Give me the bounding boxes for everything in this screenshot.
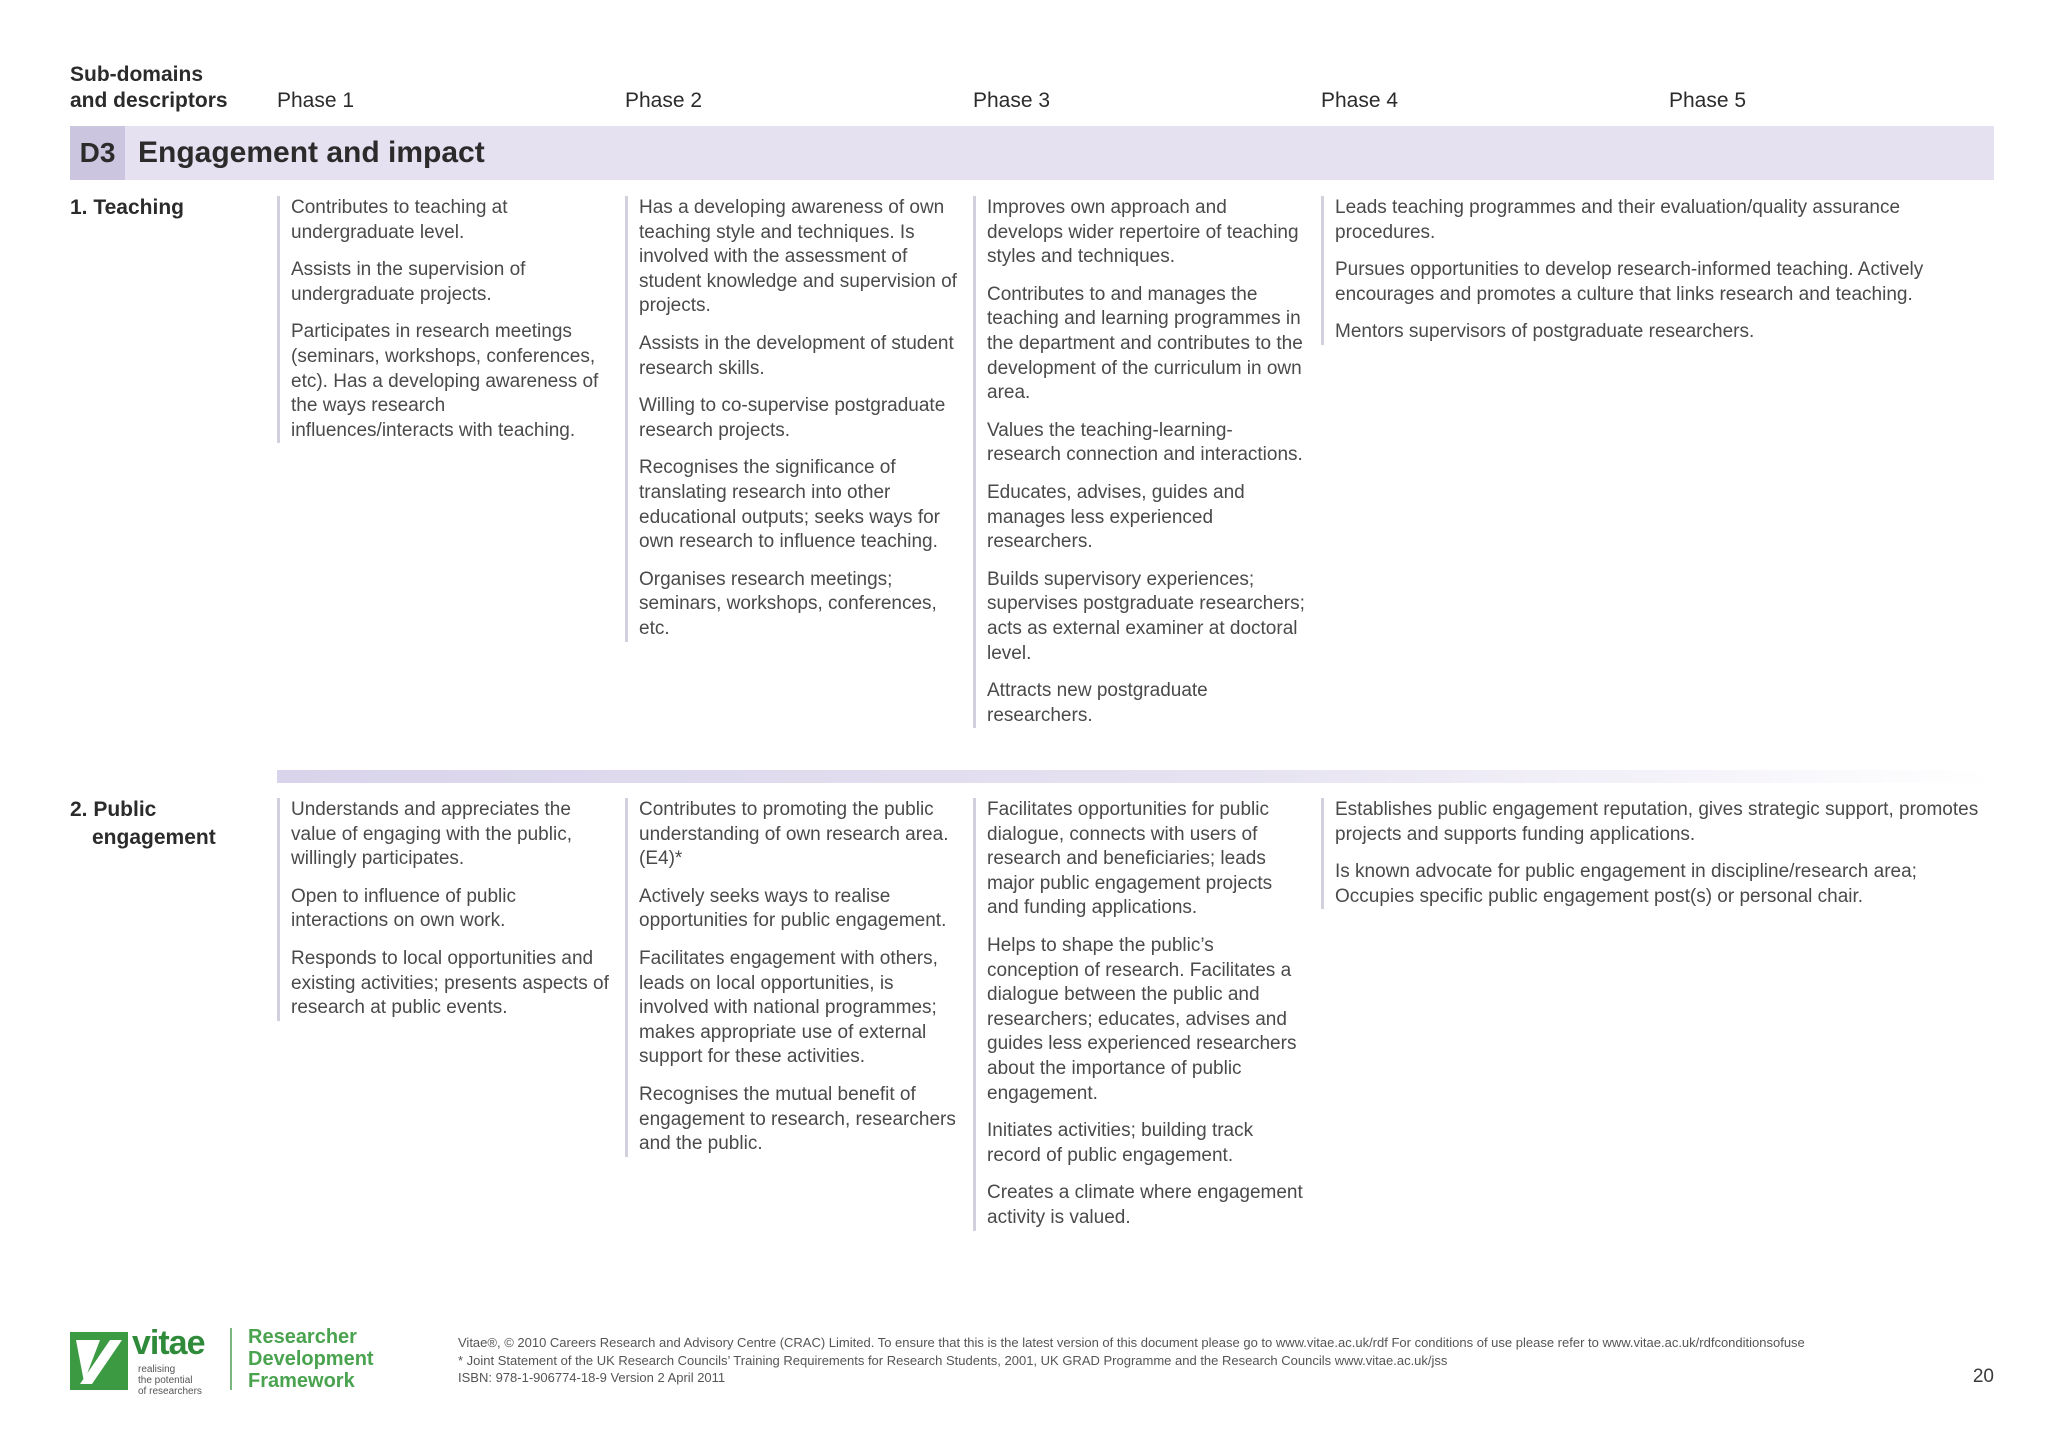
descriptor-text: Recognises the significance of translating research into other educational outputs; seeks ways for own research to influence teaching. [639, 457, 941, 553]
teaching-phase-4-5-cell [1321, 196, 1985, 345]
descriptor-text: Contributes to promoting the public understanding of own research area. (E4)* [639, 799, 949, 870]
legal-line: Vitae®, © 2010 Careers Research and Advisory Centre (CRAC) Limited. To ensure that this is the latest version of this document please go to www.vitae.ac.uk/rdf For conditions of use please refer to www.vitae.ac.uk/rdfconditionsofuse [458, 1335, 1805, 1350]
row-divider [277, 770, 1994, 783]
page-number: 20 [1972, 1366, 1994, 1387]
logo-separator [230, 1328, 232, 1390]
descriptor-text: Attracts new postgraduate researchers. [987, 680, 1208, 726]
descriptor-text: Understands and appreciates the value of engaging with the public, willingly participates. [291, 799, 572, 870]
descriptor-text: Leads teaching programmes and their evaluation/quality assurance procedures. [1335, 197, 1901, 243]
subdomains-header-line1: Sub-domains [70, 63, 204, 86]
descriptor-text: Facilitates opportunities for public dialogue, connects with users of research and beneficiaries; leads major public engagement projects and funding applications. [987, 799, 1273, 919]
descriptor-text: Participates in research meetings (seminars, workshops, conferences, etc). Has a developing awareness of the ways research influences/interacts with teaching. [291, 321, 599, 441]
public-phase-1-cell [277, 798, 609, 1021]
phase-3-header: Phase 3 [973, 89, 1051, 112]
subdomains-header-line2: and descriptors [70, 89, 228, 112]
descriptor-text: Facilitates engagement with others, leads on local opportunities, is involved with national programmes; makes appropriate use of external support for these activities. [639, 947, 938, 1068]
descriptor-text: Helps to shape the public’s conception of research. Facilitates a dialogue between the public and researchers; educates, advises and guides less experienced researchers about the importance of public engagement. [987, 934, 1297, 1104]
descriptor-text: Creates a climate where engagement activity is valued. [987, 1182, 1303, 1228]
legal-line: * Joint Statement of the UK Research Councils’ Training Requirements for Research Students, 2001, UK GRAD Programme and the Research Councils www.vitae.ac.uk/jss [458, 1352, 1448, 1368]
descriptor-label-line1: 2. Public [70, 798, 157, 821]
descriptor-text: Assists in the supervision of undergraduate projects. [291, 259, 526, 305]
rdf-title-line: Framework [248, 1370, 355, 1392]
rdf-title-line: Development [248, 1348, 374, 1370]
descriptor-text: Values the teaching-learning-research connection and interactions. [987, 419, 1303, 466]
domain-title: Engagement and impact [138, 136, 485, 169]
phase-4-header: Phase 4 [1321, 89, 1399, 112]
phase-1-header: Phase 1 [277, 89, 355, 112]
descriptor-text: Mentors supervisors of postgraduate researchers. [1335, 321, 1755, 343]
descriptor-teaching: 1. Teaching [70, 196, 184, 219]
teaching-phase-2-cell [625, 196, 957, 642]
descriptor-text: Actively seeks ways to realise opportunities for public engagement. [639, 885, 947, 932]
public-phase-4-5-cell [1321, 798, 1985, 909]
descriptor-text: Responds to local opportunities and existing activities; presents aspects of research at public events. [291, 947, 609, 1019]
descriptor-text: Educates, advises, guides and manages less experienced researchers. [987, 481, 1245, 553]
descriptor-text: Pursues opportunities to develop research-informed teaching. Actively encourages and promotes a culture that links research and teaching. [1335, 259, 1924, 305]
public-phase-3-cell [973, 798, 1305, 1231]
vitae-logo-wordmark: vitae [132, 1324, 205, 1362]
descriptor-text: Initiates activities; building track record of public engagement. [987, 1120, 1254, 1166]
vitae-logo-tagline [138, 1364, 218, 1397]
descriptor-text: Contributes to teaching at undergraduate level. [291, 197, 508, 243]
descriptor-text: Improves own approach and develops wider repertoire of teaching styles and techniques. [987, 197, 1299, 268]
phase-2-header: Phase 2 [625, 89, 703, 112]
column-headers [0, 62, 2048, 114]
descriptor-text: Organises research meetings; seminars, workshops, conferences, etc. [639, 568, 937, 639]
descriptor-text: Contributes to and manages the teaching and learning programmes in the department and contributes to the development of the curriculum in own area. [987, 283, 1303, 404]
subdomains-header [70, 62, 260, 114]
tagline-line: the potential [138, 1375, 193, 1386]
descriptor-text: Open to influence of public interactions on own work. [291, 885, 516, 932]
teaching-phase-1-cell [277, 196, 609, 443]
descriptor-text: Recognises the mutual benefit of engagement to research, researchers and the public. [639, 1083, 956, 1155]
tagline-line: realising [138, 1364, 176, 1375]
public-phase-2-cell [625, 798, 957, 1157]
footer [0, 1320, 2048, 1400]
vitae-logo-mark-icon [70, 1332, 128, 1390]
rdf-title [248, 1326, 374, 1392]
teaching-phase-3-cell [973, 196, 1305, 728]
descriptor-text: Assists in the development of student research skills. [639, 332, 954, 379]
descriptor-label-line2: engagement [92, 826, 216, 849]
legal-notice [458, 1334, 1908, 1387]
phase-5-header: Phase 5 [1669, 89, 1747, 112]
descriptor-text: Has a developing awareness of own teaching style and techniques. Is involved with the assessment of student knowledge and supervision of projects. [639, 197, 957, 317]
rdf-title-line: Researcher [248, 1326, 357, 1348]
domain-banner [70, 126, 1994, 180]
descriptor-public-engagement [70, 796, 216, 852]
tagline-line: of researchers [138, 1386, 202, 1397]
descriptor-text: Willing to co-supervise postgraduate research projects. [639, 395, 946, 441]
legal-line: ISBN: 978-1-906774-18-9 Version 2 April 2011 [458, 1370, 726, 1385]
domain-code: D3 [70, 126, 125, 180]
descriptor-text: Is known advocate for public engagement in discipline/research area; Occupies specific public engagement post(s) or personal chair. [1335, 861, 1917, 907]
descriptor-text: Builds supervisory experiences; supervises postgraduate researchers; acts as external examiner at doctoral level. [987, 568, 1305, 664]
descriptor-text: Establishes public engagement reputation, gives strategic support, promotes projects and supports funding applications. [1335, 799, 1979, 845]
